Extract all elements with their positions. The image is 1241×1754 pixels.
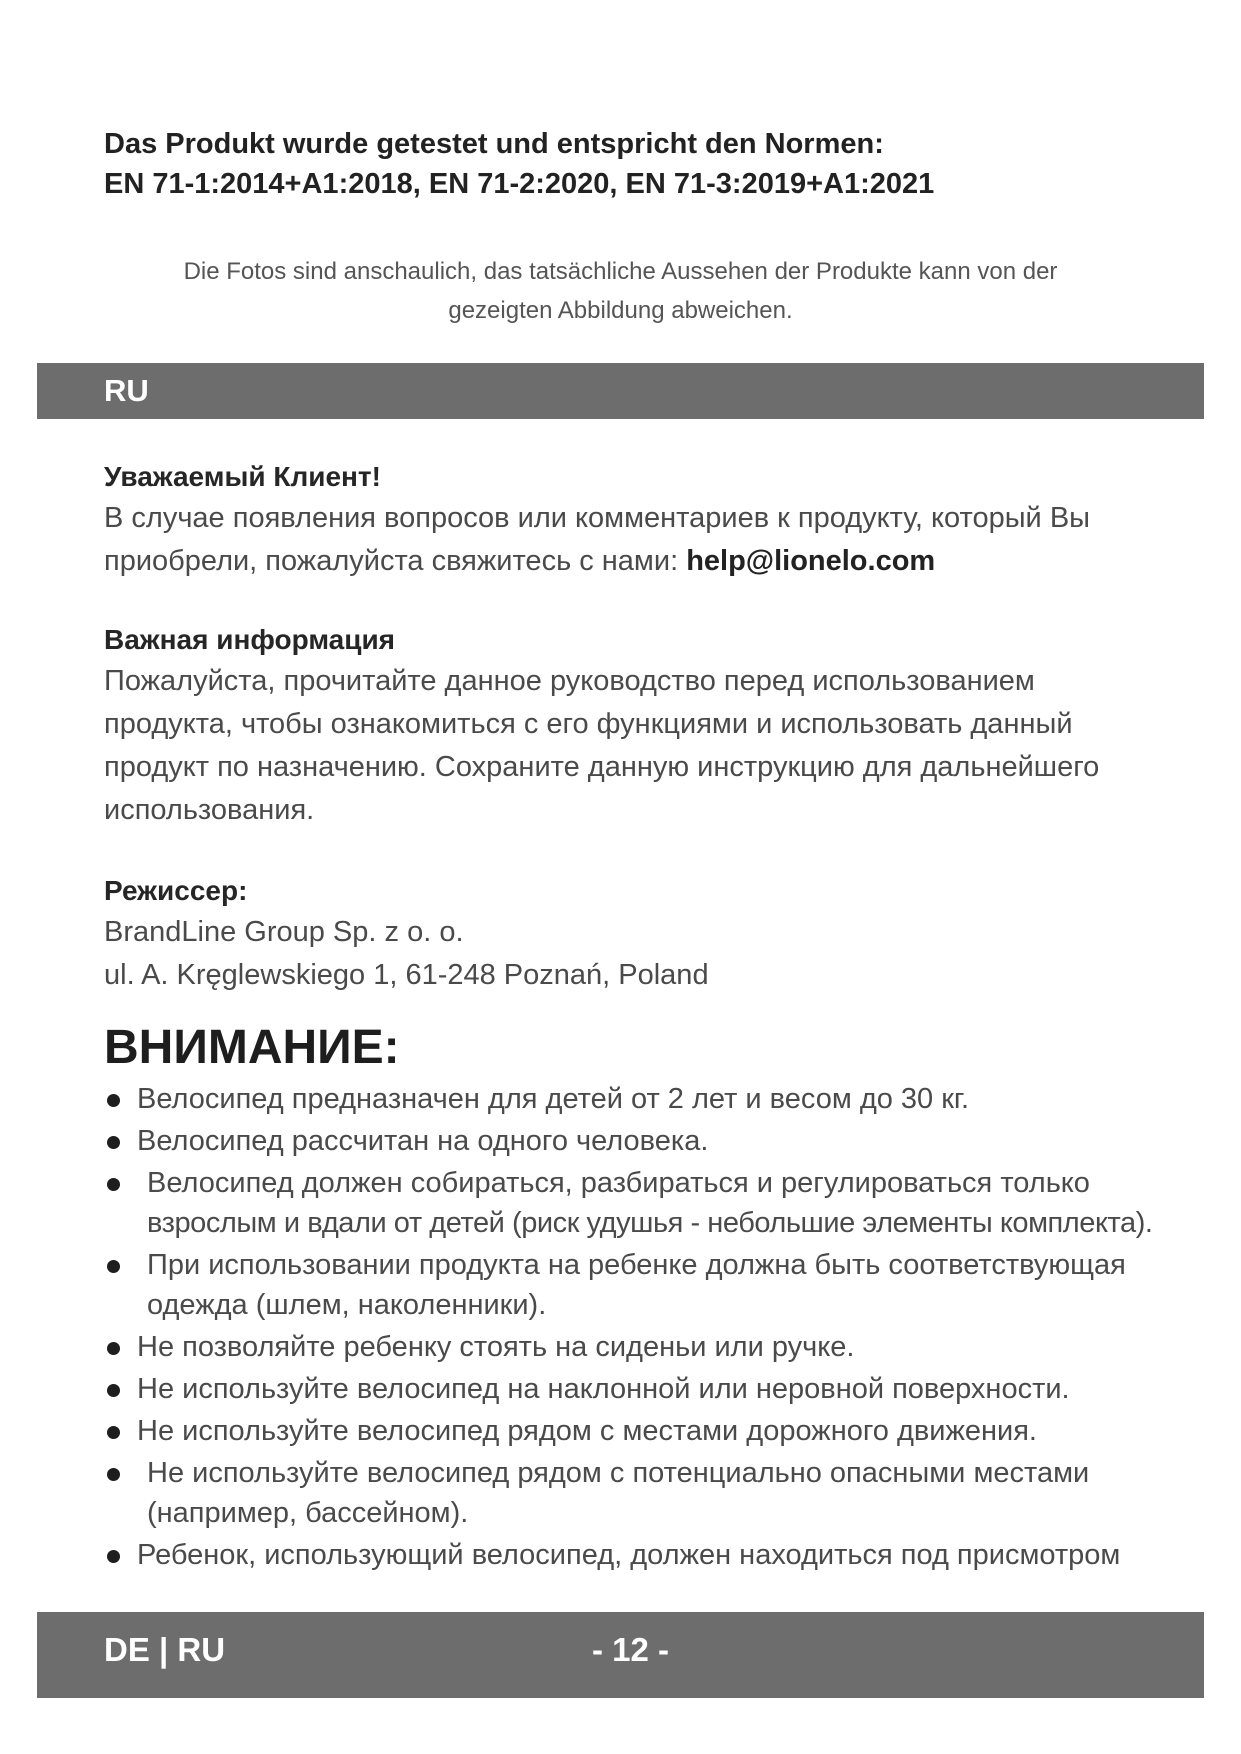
warning-item-text: Велосипед рассчитан на одного человека. <box>137 1125 709 1157</box>
norms-statement <box>104 124 1144 204</box>
disclaimer-line-1: Die Fotos sind anschaulich, das tatsächliche Aussehen der Produkte kann von der <box>183 258 1058 285</box>
warning-item-text: Велосипед предназначен для детей от 2 лет и весом до 30 кг. <box>137 1083 970 1115</box>
warning-item-text: Велосипед должен собираться, разбираться и регулироваться только <box>147 1167 1090 1199</box>
language-section-label: RU <box>104 373 149 408</box>
norms-line-2: EN 71-1:2014+A1:2018, EN 71-2:2020, EN 71-3:2019+A1:2021 <box>104 168 935 200</box>
warning-list <box>104 1079 1204 1577</box>
warning-title: ВНИМАНИЕ: <box>104 1021 400 1074</box>
bullet-icon <box>107 1342 120 1355</box>
client-line-2 <box>104 540 1194 583</box>
warning-item-text: Не используйте велосипед на наклонной или неровной поверхности. <box>137 1373 1070 1405</box>
warning-item <box>104 1121 1204 1161</box>
bullet-icon <box>107 1550 120 1563</box>
warning-item <box>104 1369 1204 1409</box>
important-info-line: использования. <box>104 794 315 826</box>
warning-item <box>104 1411 1204 1451</box>
important-info-line: Пожалуйста, прочитайте данное руководство перед использованием <box>104 665 1035 697</box>
warning-item <box>104 1079 1204 1119</box>
warning-item-text: Не позволяйте ребенку стоять на сиденьи или ручке. <box>137 1331 855 1363</box>
page-footer <box>37 1612 1204 1698</box>
warning-item-text: Не используйте велосипед рядом с местами дорожного движения. <box>137 1415 1037 1447</box>
warning-item-text: одежда (шлем, наколенники). <box>147 1289 547 1321</box>
warning-item <box>104 1535 1204 1575</box>
warning-item-text: При использовании продукта на ребенке должна быть соответствующая <box>147 1249 1126 1281</box>
client-line-2-text: приобрели, пожалуйста свяжитесь с нами: <box>104 545 687 577</box>
warning-item <box>104 1245 1204 1325</box>
photo-disclaimer <box>104 252 1137 330</box>
important-info-line: продукта, чтобы ознакомиться с его функциями и использовать данный <box>104 708 1073 740</box>
warning-item-text: взрослым и вдали от детей (риск удушья - небольшие элементы комплекта). <box>147 1207 1153 1239</box>
warning-item <box>104 1163 1204 1243</box>
manufacturer-body <box>104 911 1194 997</box>
bullet-icon <box>107 1384 120 1397</box>
manufacturer-address: ul. A. Kręglewskiego 1, 61-248 Poznań, Poland <box>104 959 709 991</box>
warning-item <box>104 1327 1204 1367</box>
language-section-band <box>37 363 1204 419</box>
page-number: - 12 - <box>592 1631 670 1668</box>
manufacturer-heading: Режиссер: <box>104 875 248 906</box>
footer-language-label: DE | RU <box>104 1631 226 1668</box>
bullet-icon <box>107 1426 120 1439</box>
warning-item-text: Не используйте велосипед рядом с потенциально опасными местами <box>147 1457 1090 1489</box>
client-line-1: В случае появления вопросов или комментариев к продукту, который Вы <box>104 502 1090 534</box>
client-body <box>104 497 1194 583</box>
bullet-icon <box>107 1178 120 1191</box>
support-email: help@lionelo.com <box>686 545 936 577</box>
norms-line-1: Das Produkt wurde getestet und entspricht den Normen: <box>104 128 884 160</box>
important-info-section <box>104 620 1194 832</box>
warning-item <box>104 1453 1204 1533</box>
disclaimer-line-2: gezeigten Abbildung abweichen. <box>448 297 793 324</box>
warning-item-text: Ребенок, использующий велосипед, должен находиться под присмотром <box>137 1539 1121 1571</box>
client-section <box>104 457 1194 583</box>
warning-item-text: (например, бассейном). <box>147 1497 469 1529</box>
important-info-heading: Важная информация <box>104 624 396 655</box>
important-info-line: продукт по назначению. Сохраните данную инструкцию для дальнейшего <box>104 751 1100 783</box>
manufacturer-company: BrandLine Group Sp. z o. o. <box>104 916 464 948</box>
bullet-icon <box>107 1260 120 1273</box>
client-heading: Уважаемый Клиент! <box>104 461 381 492</box>
important-info-body <box>104 660 1194 832</box>
bullet-icon <box>107 1136 120 1149</box>
bullet-icon <box>107 1468 120 1481</box>
bullet-icon <box>107 1094 120 1107</box>
manufacturer-section <box>104 871 1194 997</box>
